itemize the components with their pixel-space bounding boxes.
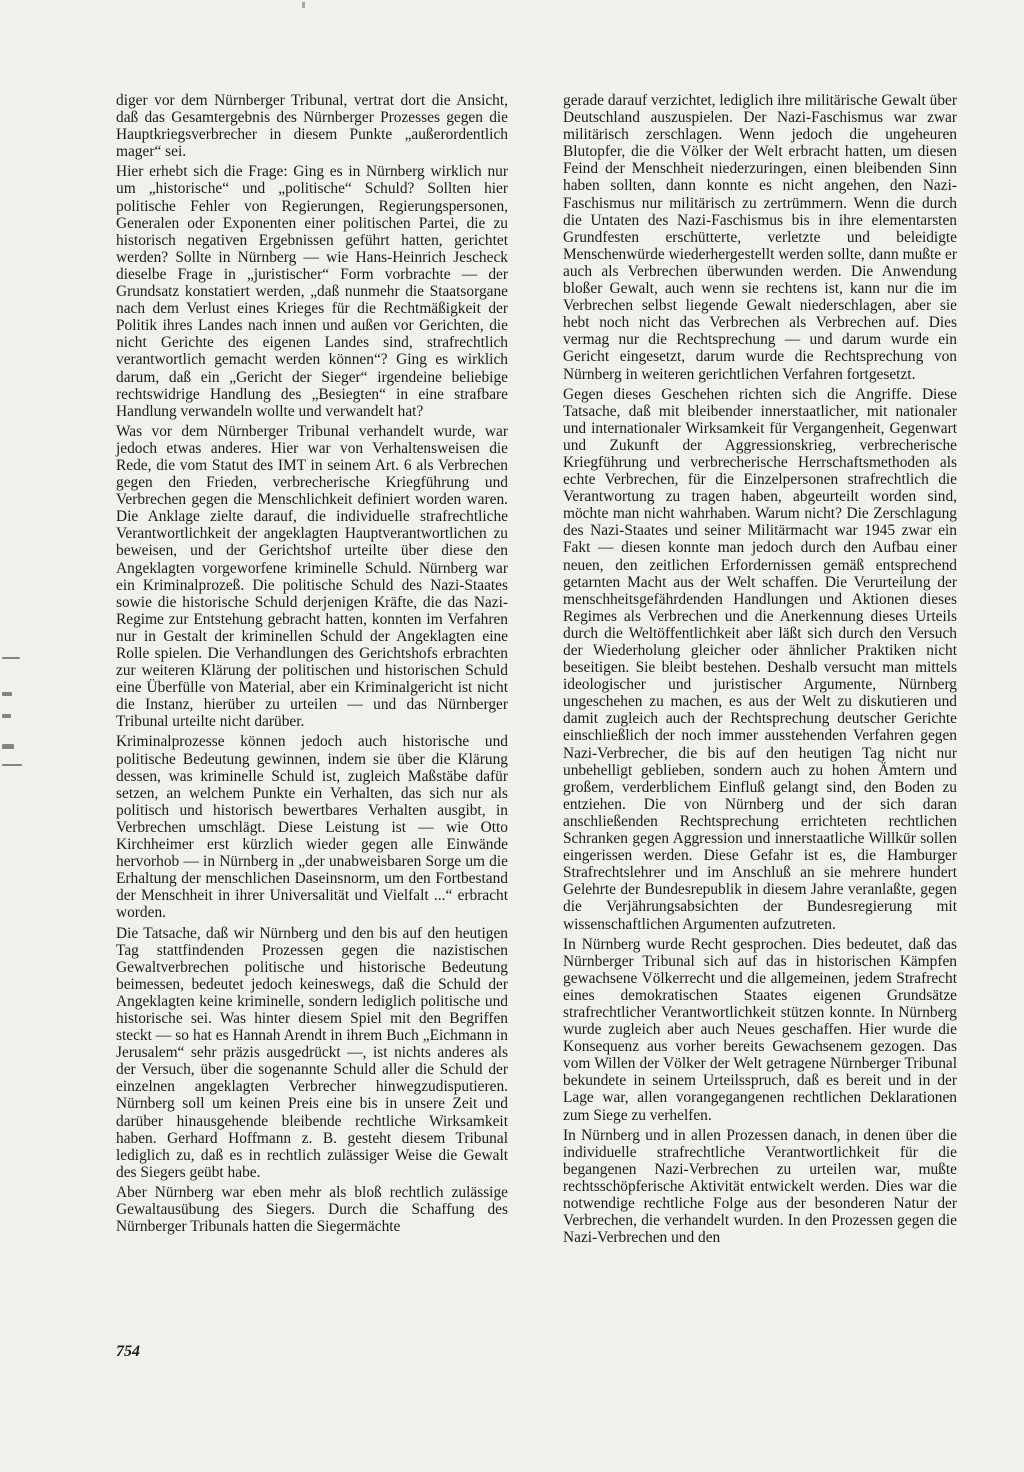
margin-mark (2, 692, 12, 696)
right-paragraph-3: In Nürnberg wurde Recht gesprochen. Dies bedeutet, daß das Nürnberger Tribunal sich auf das in historischen Kämpfen gewachsene Völkerrecht und die allgemeinen, jedem Strafrecht eines demokratischen Staates eigenen Grundsätze strafrechtlicher Verantwortlichkeit stützen konnte. In Nürnberg wurde zugleich aber auch Neues geschaffen. Hier wurde die Konsequenz aus vorher bereits Gewachsenem gezogen. Das vom Willen der Völker der Welt getragene Nürnberger Tribunal bekundete in seinem Urteilsspruch, daß es bereit und in der Lage war, allen vorangegangenen rechtlichen Deklarationen zum Siege zu verhelfen. (563, 935, 957, 1124)
left-paragraph-4: Kriminalprozesse können jedoch auch historische und politische Bedeutung gewinnen, indem sie über die Klärung dessen, was kriminelle Schuld ist, zugleich Maßstäbe dafür setzen, an welchem Punkte ein Verhalten, das sich nur als politisch und historisch bewertbares Verhalten ausgibt, in Verbrechen umschlägt. Diese Leistung ist — wie Otto Kirchheimer erst kürzlich wieder gegen alle Einwände hervorhob — in Nürnberg in „der unabweisbaren Sorge um die Erhaltung der menschlichen Daseinsnorm, um den Fortbestand der Menschheit in ihrer Universalität und Vielfalt ...“ erbracht worden. (116, 733, 508, 922)
page-number: 754 (116, 1343, 140, 1360)
left-column (116, 92, 508, 1238)
left-paragraph-6: Aber Nürnberg war eben mehr als bloß rechtlich zulässige Gewaltausübung des Siegers. Durch die Schaffung des Nürnberger Tribunals hatten die Siegermächte (116, 1183, 508, 1236)
right-paragraph-2: Gegen dieses Geschehen richten sich die Angriffe. Diese Tatsache, daß mit bleibender innerstaatlicher, mit nationaler und internationaler Wirksamkeit für Vergangenheit, Gegenwart und Zukunft der Aggressionskrieg, verbrecherische Kriegführung und verbrecherische Herrschaftsmethoden als echte Verbrechen, für die Einzelpersonen strafrechtlich die Verantwortung zu tragen haben, abgeurteilt worden sind, möchte man nicht wahrhaben. Warum nicht? Die Zerschlagung des Nazi-Staates und seiner Militärmacht war 1945 zwar ein Fakt — diesen konnte man jedoch durch den Aufbau einer neuen, den zeitlichen Erfordernissen gemäß entsprechend getarnten Macht aus der Welt schaffen. Die Verurteilung der menschheitsgefährdenden Handlungen und Aktionen dieses Regimes als Verbrechen und die Anerkennung dieses Urteils durch die Weltöffentlichkeit aber läßt sich durch den Versuch der Wiederholung gleicher oder ähnlicher Praktiken nicht beseitigen. Sie bleibt bestehen. Deshalb versucht man mittels ideologischer und juristischer Argumente, Nürnberg ungeschehen zu machen, es aus der Welt zu diskutieren und damit zugleich auch der Rechtsprechung deutscher Gerichte einschließlich der noch immer ausstehenden Verfahren gegen Nazi-Verbrecher, die bis auf den heutigen Tag nicht nur unbehelligt geblieben, sondern auch zu hohen Ämtern und großem, verderblichem Einfluß gelangt sind, den Boden zu entziehen. Die von Nürnberg und der sich daran anschließenden Rechtsprechung errichteten rechtlichen Schranken gegen Aggression und innerstaatliche Willkür sollen eingerissen werden. Diese Gefahr ist es, die Hamburger Strafrechtslehrer und im Anschluß an sie mehrere hundert Gelehrte der Bundesrepublik in diesem Jahre veranlaßte, gegen die Verjährungsabsichten der Bundesregierung mit wissenschaftlichen Argumenten aufzutreten. (563, 385, 957, 933)
left-paragraph-5: Die Tatsache, daß wir Nürnberg und den bis auf den heutigen Tag stattfindenden Prozessen gegen die nazistischen Gewaltverbrechen politische und historische Bedeutung beimessen, bedeutet jedoch keineswegs, daß die Schuld der Angeklagten keine kriminelle, sondern lediglich politische und historische sei. Was hinter diesem Spiel mit den Begriffen steckt — so hat es Hannah Arendt in ihrem Buch „Eichmann in Jerusalem“ sehr präzis ausgedrückt —, ist nichts anderes als der Versuch, über die sogenannte Schuld aller die Schuld der einzelnen angeklagten Verbrecher hinwegzudisputieren. Nürnberg soll um keinen Preis eine bis in unsere Zeit und darüber hinausgehende bleibende rechtliche Wirksamkeit haben. Gerhard Hoffmann z. B. gesteht diesem Tribunal lediglich zu, daß es in rechtlich zulässiger Weise die Gewalt des Siegers geübt habe. (116, 924, 508, 1181)
margin-mark (2, 764, 22, 766)
margin-mark (2, 744, 14, 749)
margin-mark (2, 657, 20, 659)
right-column (563, 92, 957, 1249)
margin-mark (2, 714, 11, 718)
left-paragraph-3: Was vor dem Nürnberger Tribunal verhandelt wurde, war jedoch etwas anderes. Hier war von Verhaltensweisen die Rede, die vom Statut des IMT in seinem Art. 6 als Verbrechen gegen den Frieden, verbrecherische Kriegführung und Verbrechen gegen die Menschlichkeit definiert worden waren. Die Anklage zielte darauf, die individuelle strafrechtliche Verantwortlichkeit der angeklagten Hauptverantwortlichen zu beweisen, und der Gerichtshof urteilte über diese den Angeklagten vorgeworfene kriminelle Schuld. Nürnberg war ein Kriminalprozeß. Die politische Schuld des Nazi-Staates sowie die historische Schuld derjenigen Kräfte, die das Nazi-Regime zur Entstehung gebracht hatten, konnten im Verfahren nur in Gestalt der kriminellen Schuld der Angeklagten eine Rolle spielen. Die Verhandlungen des Gerichtshofs erbrachten zur weiteren Klärung der politischen und historischen Schuld eine Überfülle von Material, aber ein Kriminalgericht ist nicht die Instanz, hierüber zu urteilen — und das Nürnberger Tribunal urteilte nicht darüber. (116, 422, 508, 731)
left-paragraph-1: diger vor dem Nürnberger Tribunal, vertrat dort die Ansicht, daß das Gesamtergebnis des Nürnberger Prozesses gegen die Hauptkriegsverbrecher in diesem Punkte „außerordentlich mager“ sei. (116, 92, 508, 161)
scan-speck (302, 2, 305, 8)
right-paragraph-4: In Nürnberg und in allen Prozessen danach, in denen über die individuelle strafrechtliche Verantwortlichkeit für die begangenen Nazi-Verbrechen zu urteilen war, mußte rechtsschöpferische Aktivität entwickelt werden. Dies war die notwendige rechtliche Folge aus der besonderen Natur der Verbrechen, die verhandelt wurden. In den Prozessen gegen die Nazi-Verbrechen und den (563, 1126, 957, 1247)
right-paragraph-1: gerade darauf verzichtet, lediglich ihre militärische Gewalt über Deutschland auszuspielen. Der Nazi-Faschismus war zwar militärisch zerschlagen. Wenn jedoch die ungeheuren Blutopfer, die die Völker der Welt erbracht hatten, um diesen Feind der Menschheit niederzuringen, einen bleibenden Sinn haben sollten, dann konnte es nicht angehen, den Nazi-Faschismus nur militärisch zu zertrümmern. Wenn die durch die Untaten des Nazi-Faschismus bis in ihre elementarsten Grundfesten erschütterte, verletzte und beleidigte Menschenwürde wiederhergestellt werden sollte, dann mußte er auch als Verbrechen überwunden werden. Die Anwendung bloßer Gewalt, auch wenn sie rechtens ist, kann nur die im Verbrechen selbst liegende Gewalt niederschlagen, aber sie hebt noch nicht das Verbrechen als Verbrechen auf. Dies vermag nur die Rechtsprechung — und darum wurde ein Gericht eingesetzt, darum wurde die Rechtsprechung von Nürnberg in weiteren gerichtlichen Verfahren fortgesetzt. (563, 92, 957, 383)
left-paragraph-2: Hier erhebt sich die Frage: Ging es in Nürnberg wirklich nur um „historische“ und „politische“ Schuld? Sollten hier politische Fehler von Regierungen, Regierungspersonen, Generalen oder Exponenten einer politischen Partei, die zu historisch negativen Ergebnissen geführt hatten, gerichtet werden? Sollte in Nürnberg — wie Hans-Heinrich Jescheck dieselbe Frage in „juristischer“ Form vorbrachte — der Grundsatz konstatiert werden, „daß nunmehr die Staatsorgane nach dem Verlust eines Krieges für die Rechtmäßigkeit der Politik ihres Landes nach innen und außen vor Gerichten, die nicht Gerichte des eigenen Landes sind, strafrechtlich verantwortlich gemacht werden können“? Ging es wirklich darum, daß ein „Gericht der Sieger“ irgendeine beliebige rechtswidrige Handlung des „Besiegten“ in eine strafbare Handlung verwandeln wollte und verwandelt hat? (116, 163, 508, 420)
